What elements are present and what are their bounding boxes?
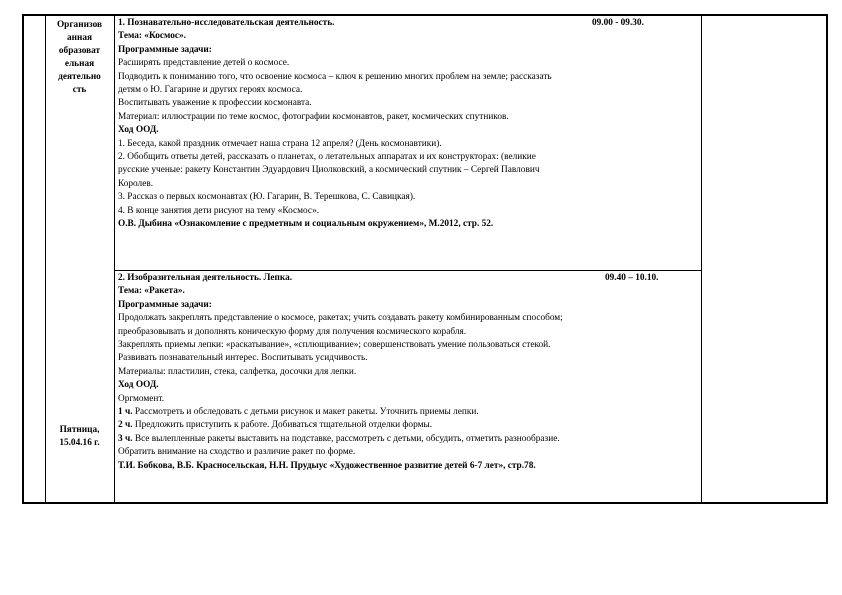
step-line: 4. В конце занятия дети рисуют на тему «Космос». <box>118 205 320 216</box>
reference: О.В. Дыбина «Ознакомление с предметным и социальным окружением», М.2012, стр. 52. <box>118 219 494 230</box>
step-line: 1. Беседа, какой праздник отмечает наша страна 12 апреля? (День космонавтики). <box>118 138 442 149</box>
task-line: Материалы: пластилин, стека, салфетка, досочки для лепки. <box>118 366 357 377</box>
part-line: 2 ч. Предложить приступить к работе. Добиваться тщательной отделки формы. <box>118 420 433 431</box>
activity-time: 09.40 – 10.10. <box>605 273 659 283</box>
step-line: русские ученые: ракету Константин Эдуардович Циолковский, а космический спутник – Сергей Павлович <box>118 165 540 176</box>
activity-type-line: деятельно <box>58 72 101 82</box>
task-line: Воспитывать уважение к профессии космонавта. <box>118 98 312 109</box>
task-line: детям о Ю. Гагарине и других героях космоса. <box>118 85 303 96</box>
activity-type-line: Организов <box>56 20 103 30</box>
part-tail: Обратить внимание на сходство и различие ракет по форме. <box>118 447 356 458</box>
part-line: 1 ч. Рассмотреть и обследовать с детьми рисунок и макет ракеты. Уточнить приемы лепки. <box>118 407 479 418</box>
step-line: 2. Обобщить ответы детей, рассказать о планетах, о летательных аппаратах и их конструкторах: (великие <box>118 152 536 163</box>
column-divider <box>114 16 115 502</box>
step-line: 3. Рассказ о первых космонавтах (Ю. Гагарин, В. Терешкова, С. Савицкая). <box>118 192 416 203</box>
activity-type-line: сть <box>72 85 87 95</box>
activity-heading: 1. Познавательно-исследовательская деятельность. 09.00 - 09.30. <box>118 17 696 30</box>
step-line: Королев. <box>118 178 154 189</box>
activity-topic: Тема: «Ракета». <box>118 286 185 297</box>
schedule-table <box>22 14 828 504</box>
row-divider <box>114 270 701 271</box>
task-line: преобразовывать и дополнять коническую форму для получения космического корабля. <box>118 326 467 337</box>
task-line: Материал: иллюстрации по теме космос, фотографии космонавтов, ракет, космических спутников. <box>118 111 509 122</box>
activity-type-line: ельная <box>64 59 95 69</box>
task-line: Продолжать закреплять представление о космосе, ракетах; учить создавать ракету комбинированным способом; <box>118 313 563 324</box>
activity-type-line: образоват <box>58 46 101 56</box>
part-line: 3 ч. Все вылепленные ракеты выставить на подставке, рассмотреть с детьми, обсудить, отметить разнообразие. <box>118 433 560 444</box>
course-label: Ход ООД. <box>118 380 159 391</box>
reference: Т.И. Бобкова, В.Б. Красносельская, Н.Н. Прудыус «Художественное развитие детей 6-7 лет», стр.78. <box>118 460 536 471</box>
tasks-label: Программные задачи: <box>118 44 212 55</box>
activity-time: 09.00 - 09.30. <box>592 18 644 28</box>
task-line: Расширять представление детей о космосе. <box>118 58 290 69</box>
activity-type-line: анная <box>66 33 93 43</box>
course-label: Ход ООД. <box>118 125 159 136</box>
activity-block-2 <box>118 272 696 473</box>
activity-block-1 <box>118 17 696 232</box>
org-moment: Оргмомент. <box>118 393 165 404</box>
tasks-label: Программные задачи: <box>118 299 212 310</box>
task-line: Подводить к пониманию того, что освоение космоса – ключ к решению многих проблем на земле; рассказать <box>118 71 552 82</box>
activity-topic: Тема: «Космос». <box>118 31 186 42</box>
day-label: Пятница, <box>59 425 100 435</box>
column-divider <box>701 16 702 502</box>
task-line: Развивать познавательный интерес. Воспитывать усидчивость. <box>118 353 368 364</box>
task-line: Закреплять приемы лепки: «раскатывание», «сплющивание»; совершенствовать умение пользоваться стекой. <box>118 340 551 351</box>
activity-heading: 2. Изобразительная деятельность. Лепка. 09.40 – 10.10. <box>118 272 696 285</box>
date-cell <box>46 424 113 450</box>
activity-type-cell <box>46 19 113 97</box>
date-label: 15.04.16 г. <box>59 438 100 448</box>
